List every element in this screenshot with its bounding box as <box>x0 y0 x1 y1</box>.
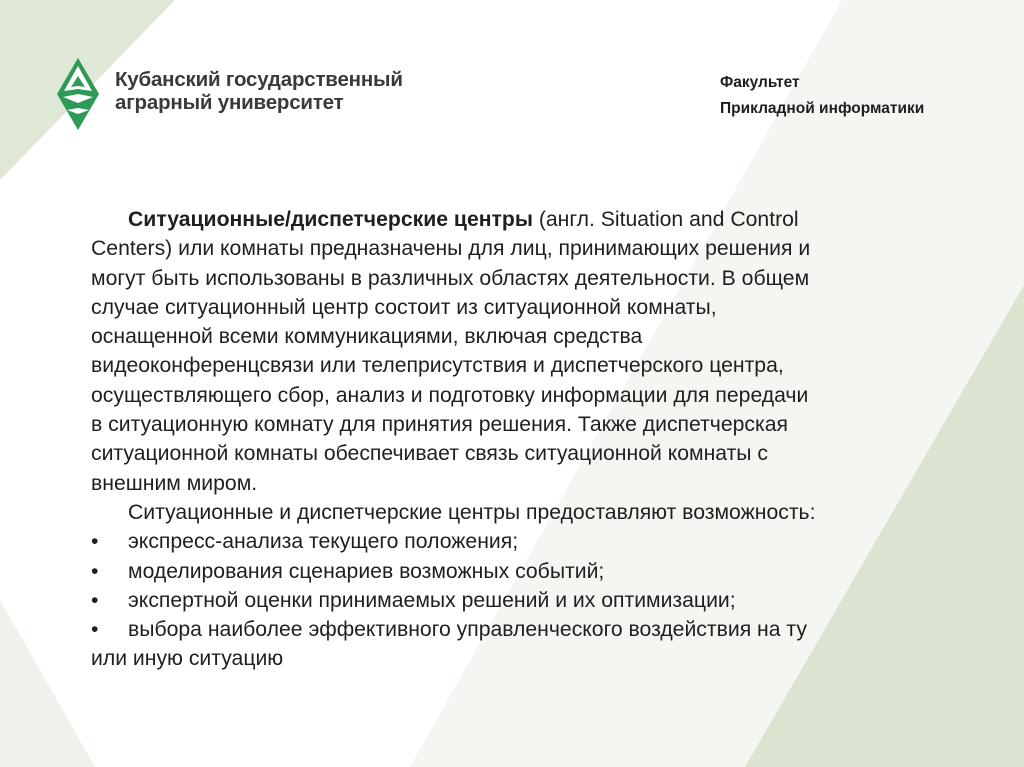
university-name-line2: аграрный университет <box>115 91 344 114</box>
paragraph1-first-line <box>91 205 991 234</box>
list-item-text: экспертной оценки принимаемых решений и их оптимизации; <box>128 588 736 612</box>
faculty-title <box>720 70 924 122</box>
bullet-icon: • <box>91 618 99 642</box>
list-item-text: экспресс-анализа текущего положения; <box>128 530 519 554</box>
faculty-line1: Факультет <box>720 74 800 91</box>
paragraph1-line: видеоконференцсвязи или телеприсутствия и диспетчерского центра, <box>91 354 784 378</box>
university-name-line1: Кубанский государственный <box>115 68 403 91</box>
list-item <box>91 586 991 615</box>
paragraph1-line: ситуационной комнаты обеспечивает связь ситуационной комнаты с <box>91 442 769 466</box>
list-item-text: выбора наиболее эффективного управленческого воздействия на ту <box>128 618 807 642</box>
paragraph1-line: внешним миром. <box>91 471 258 495</box>
list-item <box>91 557 991 586</box>
paragraph1-line: случае ситуационный центр состоит из ситуационной комнаты, <box>91 295 717 319</box>
list-item-continuation: или иную ситуацию <box>91 647 284 671</box>
list-item <box>91 615 991 644</box>
list-item <box>91 527 991 556</box>
paragraph1-line: оснащенной всеми коммуникациями, включая средства <box>91 325 643 349</box>
paragraph2: Ситуационные и диспетчерские центры предоставляют возможность: <box>128 500 816 524</box>
university-name <box>115 68 455 114</box>
list-item-text: моделирования сценариев возможных событий; <box>128 559 605 583</box>
paragraph1-line: осуществляющего сбор, анализ и подготовку информации для передачи <box>91 383 809 407</box>
faculty-line2: Прикладной информатики <box>720 100 925 117</box>
paragraph1-line: Centers) или комнаты предназначены для лиц, принимающих решения и <box>91 237 811 261</box>
bullet-icon: • <box>91 559 99 583</box>
bullet-icon: • <box>91 588 99 612</box>
paragraph1-line: в ситуационную комнату для принятия решения. Также диспетчерская <box>91 413 788 437</box>
bullet-icon: • <box>91 530 99 554</box>
term-bold: Ситуационные/диспетчерские центры <box>128 208 533 231</box>
main-text <box>91 205 991 674</box>
paragraph1-line: могут быть использованы в различных областях деятельности. В общем <box>91 266 810 290</box>
term-rest: (англ. Situation and Control <box>532 208 799 231</box>
university-emblem-icon <box>57 58 99 130</box>
